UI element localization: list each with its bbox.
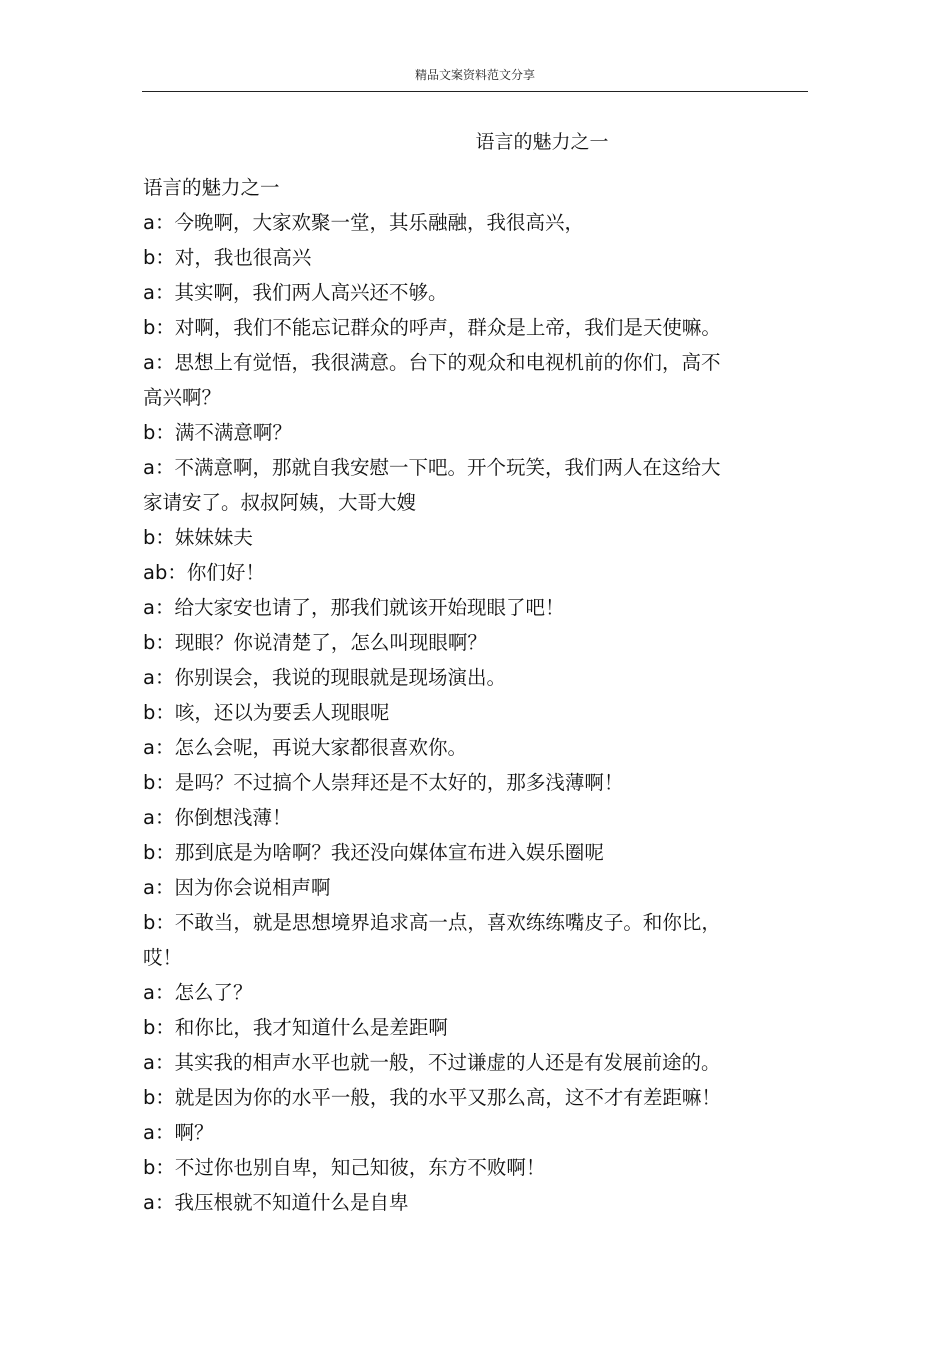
document-body <box>143 170 768 1220</box>
body-line: a：你倒想浅薄！ <box>143 806 292 829</box>
body-line: b：咳，还以为要丢人现眼呢 <box>143 701 390 724</box>
body-line: a：思想上有觉悟，我很满意。台下的观众和电视机前的你们，高不 <box>143 351 721 374</box>
body-line: b：和你比，我才知道什么是差距啊 <box>143 1016 448 1039</box>
body-line: a：因为你会说相声啊 <box>143 876 331 899</box>
body-line: a：你别误会，我说的现眼就是现场演出。 <box>143 666 506 689</box>
page-header: 精品文案资料范文分享 <box>414 68 535 82</box>
body-line: b：满不满意啊？ <box>143 421 292 444</box>
document-title: 语言的魅力之一 <box>475 131 609 153</box>
body-line: 家请安了。叔叔阿姨，大哥大嫂 <box>143 491 417 514</box>
body-line: 语言的魅力之一 <box>143 176 280 199</box>
body-line: b：对，我也很高兴 <box>143 246 312 269</box>
body-line: b：那到底是为啥啊？我还没向媒体宣布进入娱乐圈呢 <box>143 841 604 864</box>
header-divider <box>142 91 808 92</box>
body-line: b：就是因为你的水平一般，我的水平又那么高，这不才有差距嘛！ <box>143 1086 721 1109</box>
body-line: a：给大家安也请了，那我们就该开始现眼了吧！ <box>143 596 565 619</box>
body-line: a：怎么会呢，再说大家都很喜欢你。 <box>143 736 467 759</box>
body-line: b：不过你也别自卑，知己知彼，东方不败啊！ <box>143 1156 546 1179</box>
body-line: b：对啊，我们不能忘记群众的呼声，群众是上帝，我们是天使嘛。 <box>143 316 721 339</box>
body-line: b：是吗？不过搞个人崇拜还是不太好的，那多浅薄啊！ <box>143 771 624 794</box>
body-line: 高兴啊？ <box>143 386 222 409</box>
body-line: a：我压根就不知道什么是自卑 <box>143 1191 409 1214</box>
body-line: a：今晚啊，大家欢聚一堂，其乐融融，我很高兴， <box>143 211 584 234</box>
body-line: a：啊？ <box>143 1121 214 1144</box>
body-line: a：怎么了？ <box>143 981 253 1004</box>
body-line: b：现眼？你说清楚了，怎么叫现眼啊？ <box>143 631 487 654</box>
body-line: b：不敢当，就是思想境界追求高一点，喜欢练练嘴皮子。和你比， <box>143 911 721 934</box>
body-line: a：其实啊，我们两人高兴还不够。 <box>143 281 448 304</box>
body-line: a：不满意啊，那就自我安慰一下吧。开个玩笑，我们两人在这给大 <box>143 456 721 479</box>
body-line: a：其实我的相声水平也就一般，不过谦虚的人还是有发展前途的。 <box>143 1051 721 1074</box>
body-line: b：妹妹妹夫 <box>143 526 253 549</box>
body-line: 哎！ <box>143 946 183 969</box>
body-line: ab：你们好！ <box>143 561 265 584</box>
